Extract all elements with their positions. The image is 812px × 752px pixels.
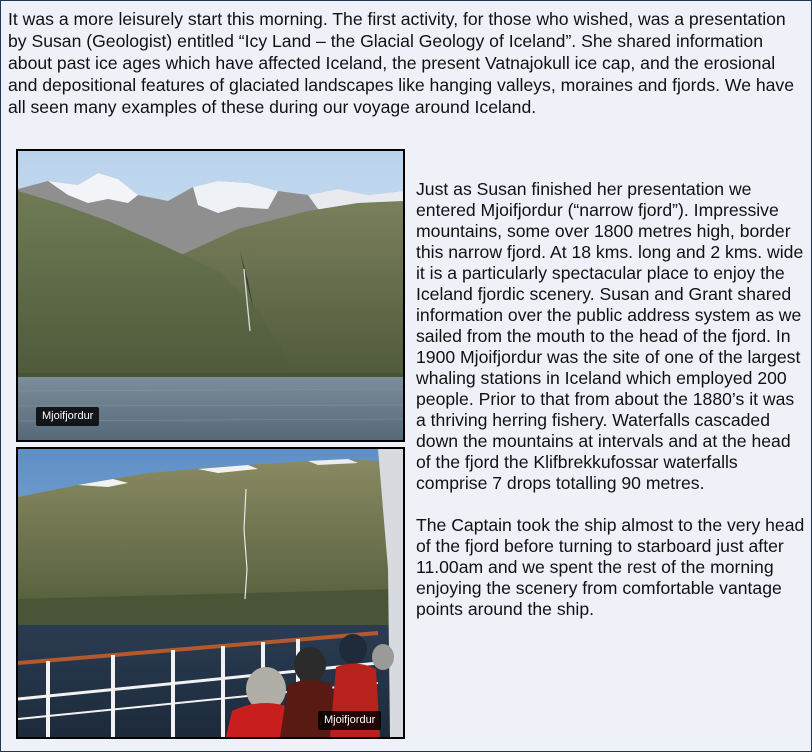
body-paragraph: The Captain took the ship almost to the very head of the fjord before turning to starboard just after 11.00am and we spent the rest of the morning enjoying the scenery from comfortable vantage points around the ship. — [416, 515, 805, 619]
fjord-photo-1 — [16, 149, 405, 442]
intro-paragraph: It was a more leisurely start this morning. The first activity, for those who wished, was a presentation by Susan (Geologist) entitled “Icy Land – the Glacial Geology of Iceland”. She shared information about past ice ages which have affected Iceland, the present Vatnajokull ice cap, and the erosional and depositional features of glaciated landscapes like hanging valleys, moraines and fjords. We have all seen many examples of these during our voyage around Iceland. — [8, 9, 795, 117]
body-text — [416, 179, 808, 620]
fjord-mountains-image — [18, 151, 403, 440]
photo-caption: Mjoifjordur — [36, 407, 99, 426]
fjord-photo-2 — [16, 447, 405, 739]
ship-deck-image — [18, 449, 403, 737]
body-paragraph: Just as Susan finished her presentation we entered Mjoifjordur (“narrow fjord”). Impressive mountains, some over 1800 metres high, border this narrow fjord. At 18 kms. long and 2 kms. wide it is a particularly spectacular place to enjoy the Iceland fjordic scenery. Susan and Grant shared information over the public address system as we sailed from the mouth to the head of the fjord. In 1900 Mjoifjordur was the site of one of the largest whaling stations in Iceland which employed 200 people. Prior to that from about the 1880’s it was a thriving herring fishery. Waterfalls cascaded down the mountains at intervals and at the head of the fjord the Klifbrekkufossar waterfalls comprise 7 drops totalling 90 metres. — [416, 179, 804, 493]
photo-caption: Mjoifjordur — [318, 711, 381, 730]
